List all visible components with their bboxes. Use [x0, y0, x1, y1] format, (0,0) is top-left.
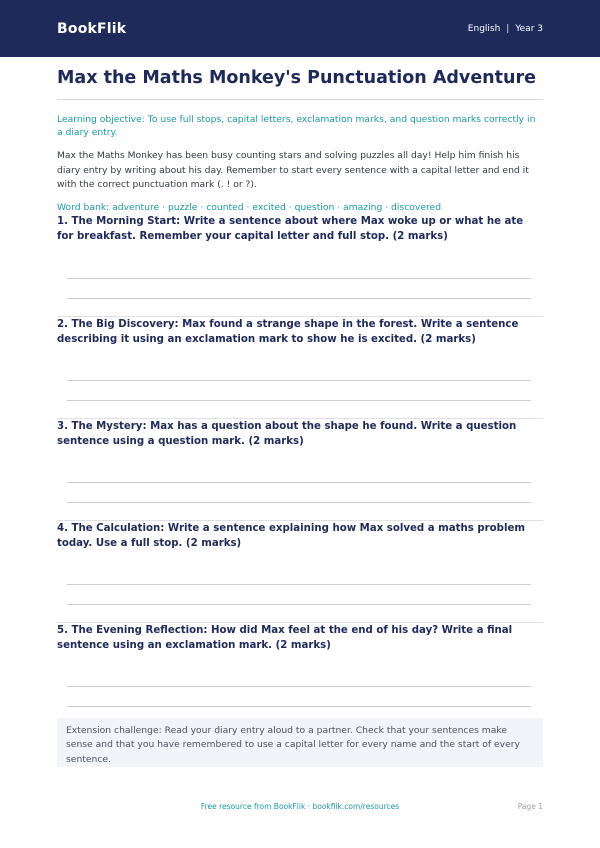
brand-logo[interactable]: BookFlik	[57, 20, 127, 37]
section-divider	[57, 520, 543, 521]
question-text: 4. The Calculation: Write a sentence explaining how Max solved a maths problem today. Use a full stop. (2 marks)	[57, 523, 525, 550]
answer-line[interactable]	[67, 686, 531, 687]
question-2	[57, 316, 543, 406]
answer-line[interactable]	[67, 706, 531, 707]
question-3	[57, 418, 543, 508]
section-divider	[57, 622, 543, 623]
page-title: Max the Maths Monkey's Punctuation Adventure	[57, 67, 543, 100]
answer-line[interactable]	[67, 400, 531, 401]
extension-challenge-box: Extension challenge: Read your diary entry aloud to a partner. Check that your sentences make sense and that you have remembered to use a capital letter for every name and the start of every sentence.	[57, 718, 543, 767]
question-5	[57, 622, 543, 712]
section-divider	[57, 316, 543, 317]
subject-label: English	[467, 23, 501, 34]
answer-line[interactable]	[67, 298, 531, 299]
intro-paragraph: Max the Maths Monkey has been busy counting stars and solving puzzles all day! Help him finish his diary entry by writing about his day. Remember to start every sentence with a capital letter and end it with the correct punctuation mark (. ! or ?).	[57, 150, 529, 190]
question-4	[57, 520, 543, 610]
question-text: 5. The Evening Reflection: How did Max feel at the end of his day? Write a final sentence using an exclamation mark. (2 marks)	[57, 625, 513, 652]
word-bank: Word bank: adventure · puzzle · counted · excited · question · amazing · discovered	[57, 202, 442, 214]
year-label: Year 3	[515, 23, 543, 34]
question-text: 3. The Mystery: Max has a question about the shape he found. Write a question sentence using a question mark. (2 marks)	[57, 421, 517, 448]
answer-line[interactable]	[67, 482, 531, 483]
answer-line[interactable]	[67, 278, 531, 279]
answer-line[interactable]	[67, 502, 531, 503]
page-header	[0, 0, 600, 57]
page-number: Page 1	[517, 802, 543, 811]
question-text: 1. The Morning Start: Write a sentence about where Max woke up or what he ate for breakfast. Remember your capital letter and full stop. (2 marks)	[57, 216, 524, 243]
answer-line[interactable]	[67, 604, 531, 605]
question-1	[57, 214, 543, 304]
answer-line[interactable]	[67, 380, 531, 381]
worksheet-content	[0, 67, 600, 215]
section-divider	[57, 418, 543, 419]
answer-line[interactable]	[67, 584, 531, 585]
separator: |	[506, 23, 510, 34]
subject-year	[468, 24, 543, 34]
question-text: 2. The Big Discovery: Max found a strange shape in the forest. Write a sentence describing it using an exclamation mark to show he is excited. (2 marks)	[57, 319, 519, 346]
footer-resource-link[interactable]: Free resource from BookFlik · bookflik.com/resources	[200, 802, 400, 811]
learning-objective: Learning objective: To use full stops, capital letters, exclamation marks, and question marks correctly in a diary entry.	[57, 113, 536, 139]
